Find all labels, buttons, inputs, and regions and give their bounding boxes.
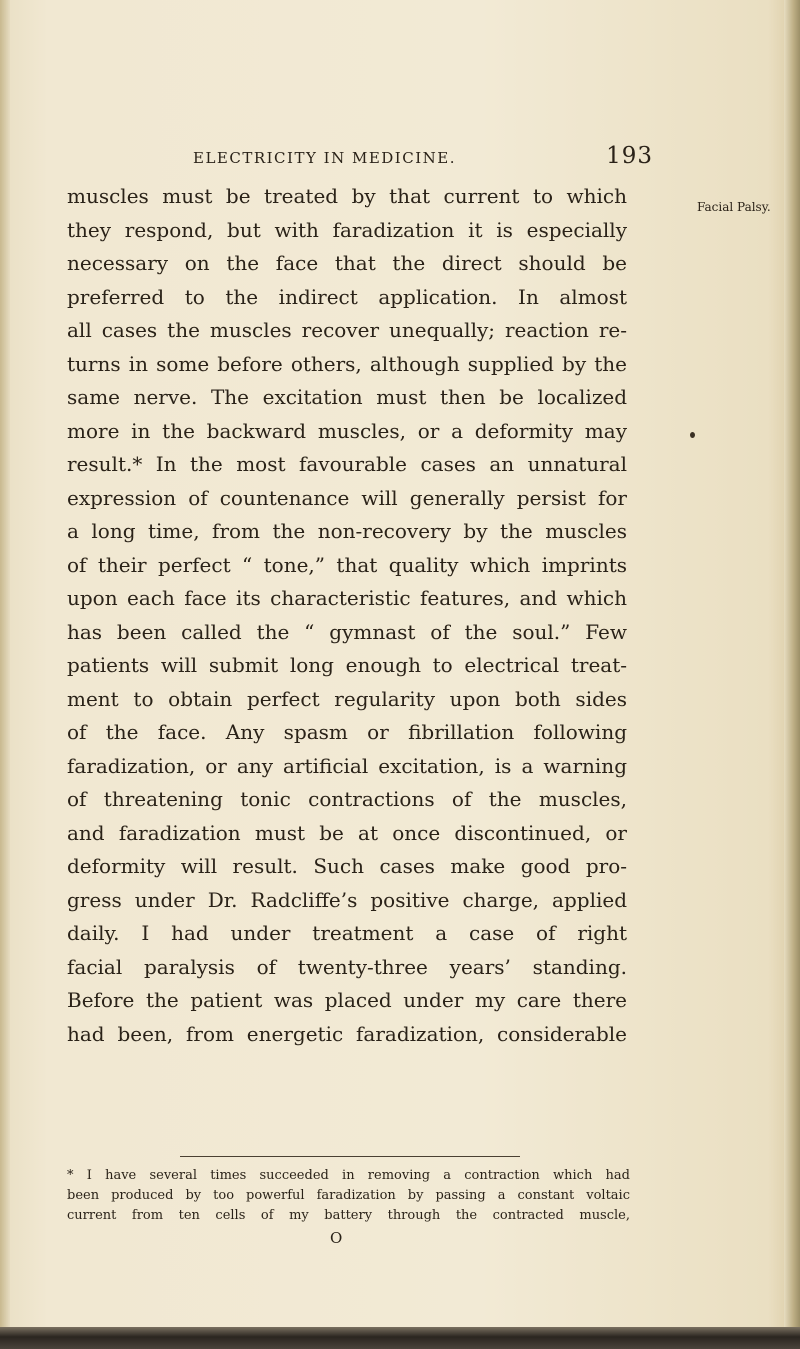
- footnote-line: current from ten cells of my battery through the contracted muscle,: [67, 1208, 630, 1223]
- page-left-edge: [0, 0, 10, 1349]
- footnote-rule: [180, 1156, 520, 1157]
- body-line: preferred to the indirect application. In almost: [67, 284, 627, 309]
- body-line: deformity will result. Such cases make good pro-: [67, 854, 627, 878]
- body-line: expression of countenance will generally persist for: [67, 485, 627, 510]
- body-line: has been called the “ gymnast of the soul.” Few: [67, 619, 627, 644]
- body-line: and faradization must be at once discontinued, or: [67, 820, 627, 845]
- body-line: of the face. Any spasm or fibrillation following: [67, 720, 627, 744]
- body-line: necessary on the face that the direct should be: [67, 251, 627, 275]
- bottom-shadow: [0, 1327, 800, 1349]
- body-line: upon each face its characteristic features, and which: [67, 586, 627, 610]
- body-line: of their perfect “ tone,” that quality which imprints: [67, 552, 627, 577]
- page-right-edge: [784, 0, 800, 1349]
- body-line: ment to obtain perfect regularity upon both sides: [67, 686, 627, 711]
- body-line: turns in some before others, although supplied by the: [67, 351, 627, 376]
- footnote-line: * I have several times succeeded in removing a contraction which had: [67, 1168, 630, 1183]
- body-line: daily. I had under treatment a case of right: [67, 921, 627, 945]
- page-number: 193: [606, 143, 653, 169]
- body-line: a long time, from the non-recovery by the muscles: [67, 519, 627, 543]
- body-line: of threatening tonic contractions of the muscles,: [67, 787, 627, 811]
- body-line: more in the backward muscles, or a deformity may: [67, 418, 627, 443]
- body-line: facial paralysis of twenty-three years’ standing.: [67, 954, 627, 979]
- body-line: gress under Dr. Radcliffe’s positive charge, applied: [67, 887, 627, 912]
- footnote: [67, 1166, 630, 1226]
- body-line: Before the patient was placed under my care there: [67, 988, 627, 1012]
- body-line: patients will submit long enough to electrical treat-: [67, 653, 627, 677]
- body-line: all cases the muscles recover unequally; reaction re-: [67, 318, 627, 342]
- running-title: ELECTRICITY IN MEDICINE.: [193, 149, 456, 167]
- body-text: [67, 180, 627, 1051]
- signature-mark: O: [330, 1229, 343, 1247]
- footnote-line: been produced by too powerful faradization by passing a constant voltaic: [67, 1188, 630, 1203]
- ink-dot: [690, 432, 695, 438]
- body-line: they respond, but with faradization it is especially: [67, 217, 627, 242]
- body-line: result.* In the most favourable cases an unnatural: [67, 452, 627, 476]
- body-line: muscles must be treated by that current to which: [67, 184, 627, 208]
- margin-note: Facial Palsy.: [697, 200, 771, 214]
- body-line: same nerve. The excitation must then be localized: [67, 385, 627, 409]
- body-line: faradization, or any artificial excitation, is a warning: [67, 753, 627, 778]
- body-line: had been, from energetic faradization, considerable: [67, 1021, 627, 1046]
- page-header: [193, 143, 653, 173]
